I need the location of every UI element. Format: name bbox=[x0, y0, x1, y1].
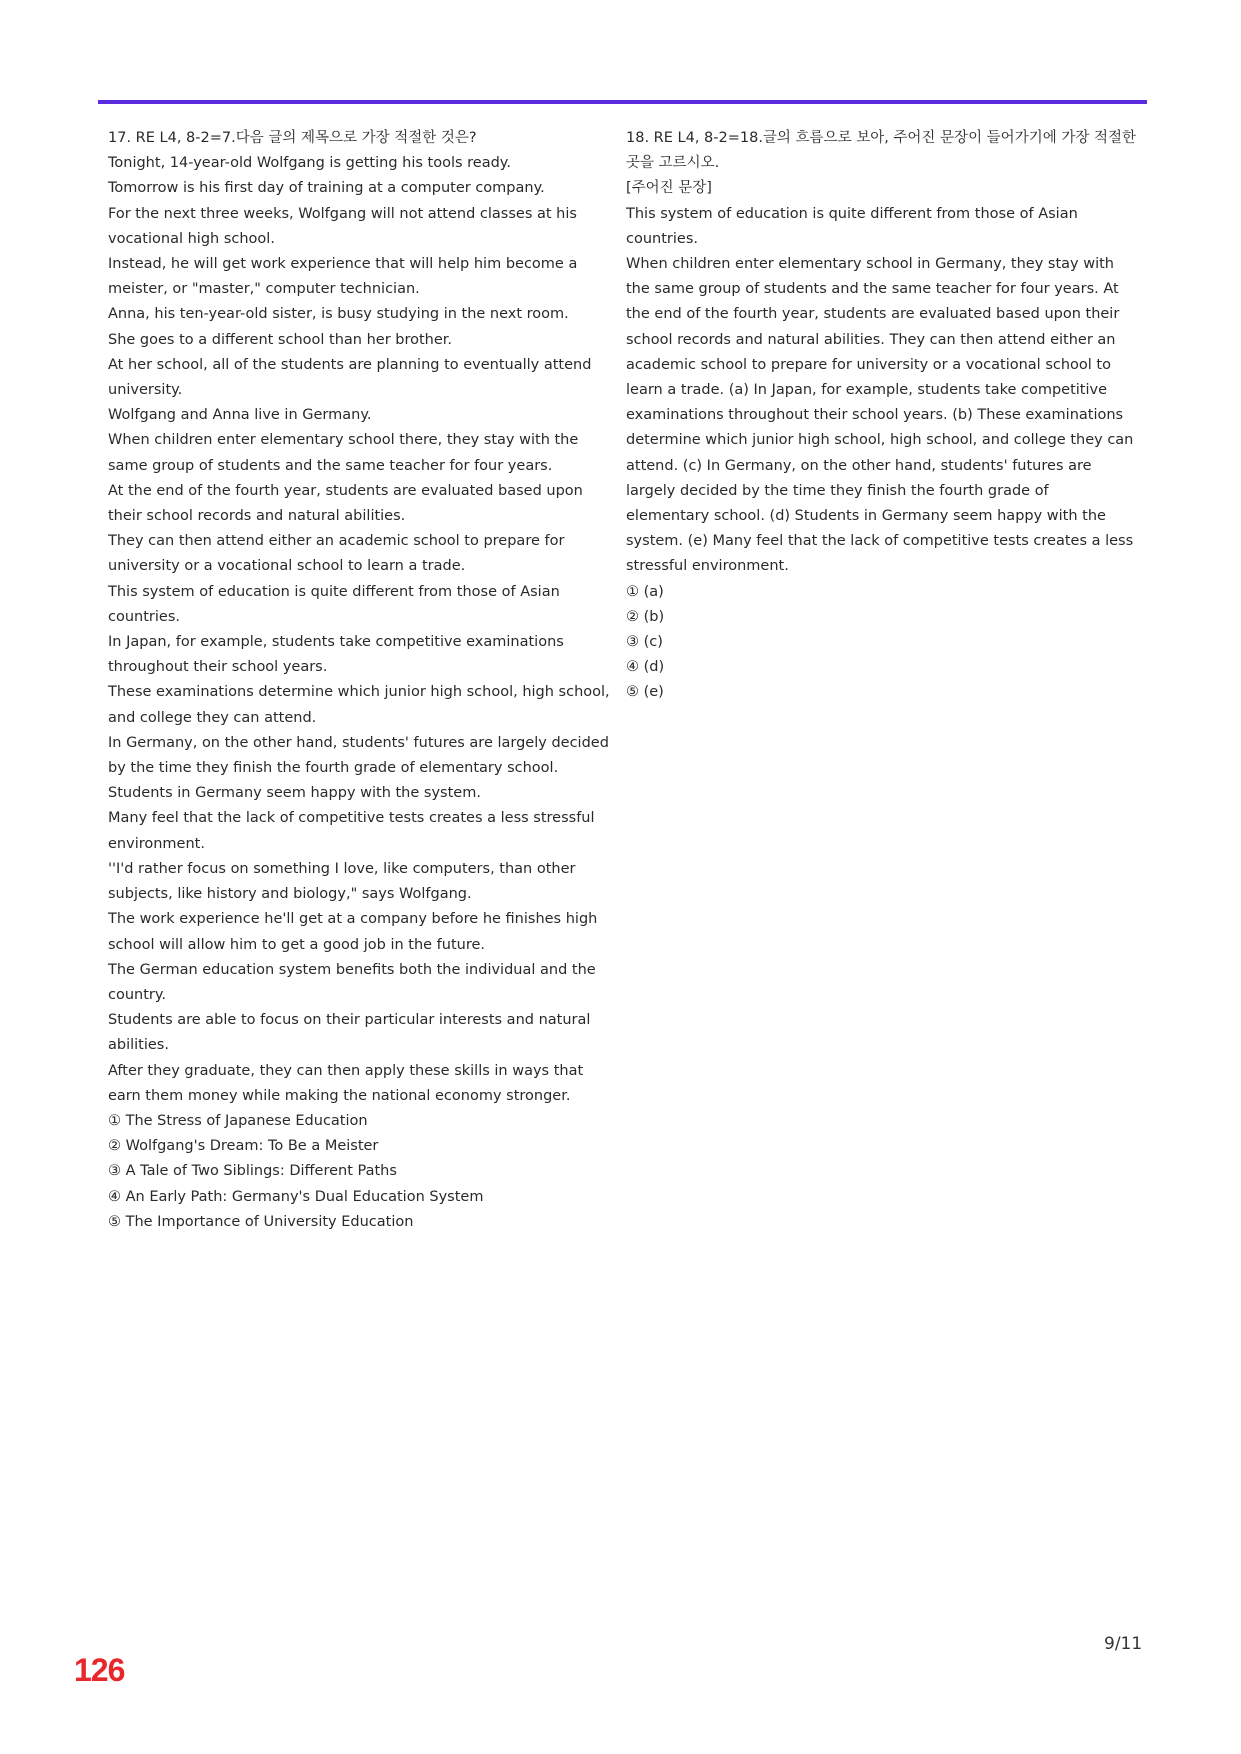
passage-line: Anna, his ten-year-old sister, is busy studying in the next room. bbox=[108, 306, 569, 323]
passage-line: When children enter elementary school there, they stay with the same group of students and the same teacher for four years. bbox=[108, 432, 579, 474]
passage-line: ''I'd rather focus on something I love, like computers, than other subjects, like history and biology," says Wolfgang. bbox=[108, 860, 576, 903]
passage-line: In Japan, for example, students take competitive examinations throughout their school years. bbox=[108, 634, 564, 676]
answer-choice: ⑤ (e) bbox=[626, 684, 664, 701]
answer-choice: ② (b) bbox=[626, 608, 665, 625]
question-17-prompt: 17. RE L4, 8-2=7.다음 글의 제목으로 가장 적절한 것은? bbox=[108, 130, 477, 146]
passage-line: Students in Germany seem happy with the system. bbox=[108, 785, 481, 802]
passage-paragraph: When children enter elementary school in Germany, they stay with the same group of students and the same teacher for four years. At the end of the fourth year, students are evaluated based upon their school records and natural abilities. They can then attend either an academic school to prepare for university or a vocational school to learn a trade. (a) In Japan, for example, students take competitive examinations throughout their school years. (b) These examinations determine which junior high school, high school, and college they can attend. (c) In Germany, on the other hand, students' futures are largely decided by the time they finish the fourth grade of elementary school. (d) Students in Germany seem happy with the system. (e) Many feel that the lack of competitive tests creates a less stressful environment. bbox=[626, 256, 1134, 575]
page-count: 9/11 bbox=[1104, 1634, 1143, 1654]
question-18-prompt: 18. RE L4, 8-2=18.글의 흐름으로 보아, 주어진 문장이 들어가기에 가장 적절한 곳을 고르시오. bbox=[626, 130, 1136, 172]
answer-choice: ④ An Early Path: Germany's Dual Education System bbox=[108, 1188, 484, 1205]
passage-line: They can then attend either an academic school to prepare for university or a vocational school to learn a trade. bbox=[108, 533, 565, 575]
passage-line: This system of education is quite different from those of Asian countries. bbox=[108, 583, 560, 625]
passage-line: Students are able to focus on their particular interests and natural abilities. bbox=[108, 1012, 591, 1054]
passage-line: She goes to a different school than her brother. bbox=[108, 331, 453, 348]
passage-line: For the next three weeks, Wolfgang will not attend classes at his vocational high school. bbox=[108, 205, 577, 247]
answer-choice: ③ (c) bbox=[626, 634, 663, 651]
top-accent-rule bbox=[98, 100, 1147, 104]
page-number: 126 bbox=[74, 1652, 125, 1688]
answer-choice: ④ (d) bbox=[626, 659, 665, 676]
answer-choice: ① (a) bbox=[626, 583, 664, 600]
passage-line: At her school, all of the students are planning to eventually attend university. bbox=[108, 356, 592, 399]
passage-line: Many feel that the lack of competitive tests creates a less stressful environment. bbox=[108, 810, 595, 852]
given-sentence-label: [주어진 문장] bbox=[626, 180, 712, 197]
given-sentence: This system of education is quite different from those of Asian countries. bbox=[626, 205, 1078, 247]
passage-line: Tonight, 14-year-old Wolfgang is getting his tools ready. bbox=[108, 155, 511, 172]
question-18 bbox=[626, 126, 1136, 706]
passage-line: At the end of the fourth year, students are evaluated based upon their school records and natural abilities. bbox=[108, 482, 583, 525]
passage-line: These examinations determine which junior high school, high school, and college they can attend. bbox=[108, 684, 610, 726]
passage-line: After they graduate, they can then apply these skills in ways that earn them money while making the national economy stronger. bbox=[108, 1062, 584, 1104]
passage-line: Instead, he will get work experience that will help him become a meister, or "master," computer technician. bbox=[108, 256, 578, 298]
passage-line: The work experience he'll get at a company before he finishes high school will allow him to get a good job in the future. bbox=[108, 911, 598, 953]
answer-choice: ③ A Tale of Two Siblings: Different Paths bbox=[108, 1163, 397, 1180]
passage-line: Tomorrow is his first day of training at a computer company. bbox=[108, 180, 545, 197]
question-17 bbox=[108, 126, 618, 1235]
answer-choice: ⑤ The Importance of University Education bbox=[108, 1213, 414, 1230]
passage-line: In Germany, on the other hand, students' futures are largely decided by the time they finish the fourth grade of elementary school. bbox=[108, 734, 609, 777]
passage-line: Wolfgang and Anna live in Germany. bbox=[108, 407, 372, 424]
answer-choice: ① The Stress of Japanese Education bbox=[108, 1112, 368, 1129]
passage-line: The German education system benefits both the individual and the country. bbox=[108, 961, 596, 1003]
answer-choice: ② Wolfgang's Dream: To Be a Meister bbox=[108, 1138, 379, 1155]
